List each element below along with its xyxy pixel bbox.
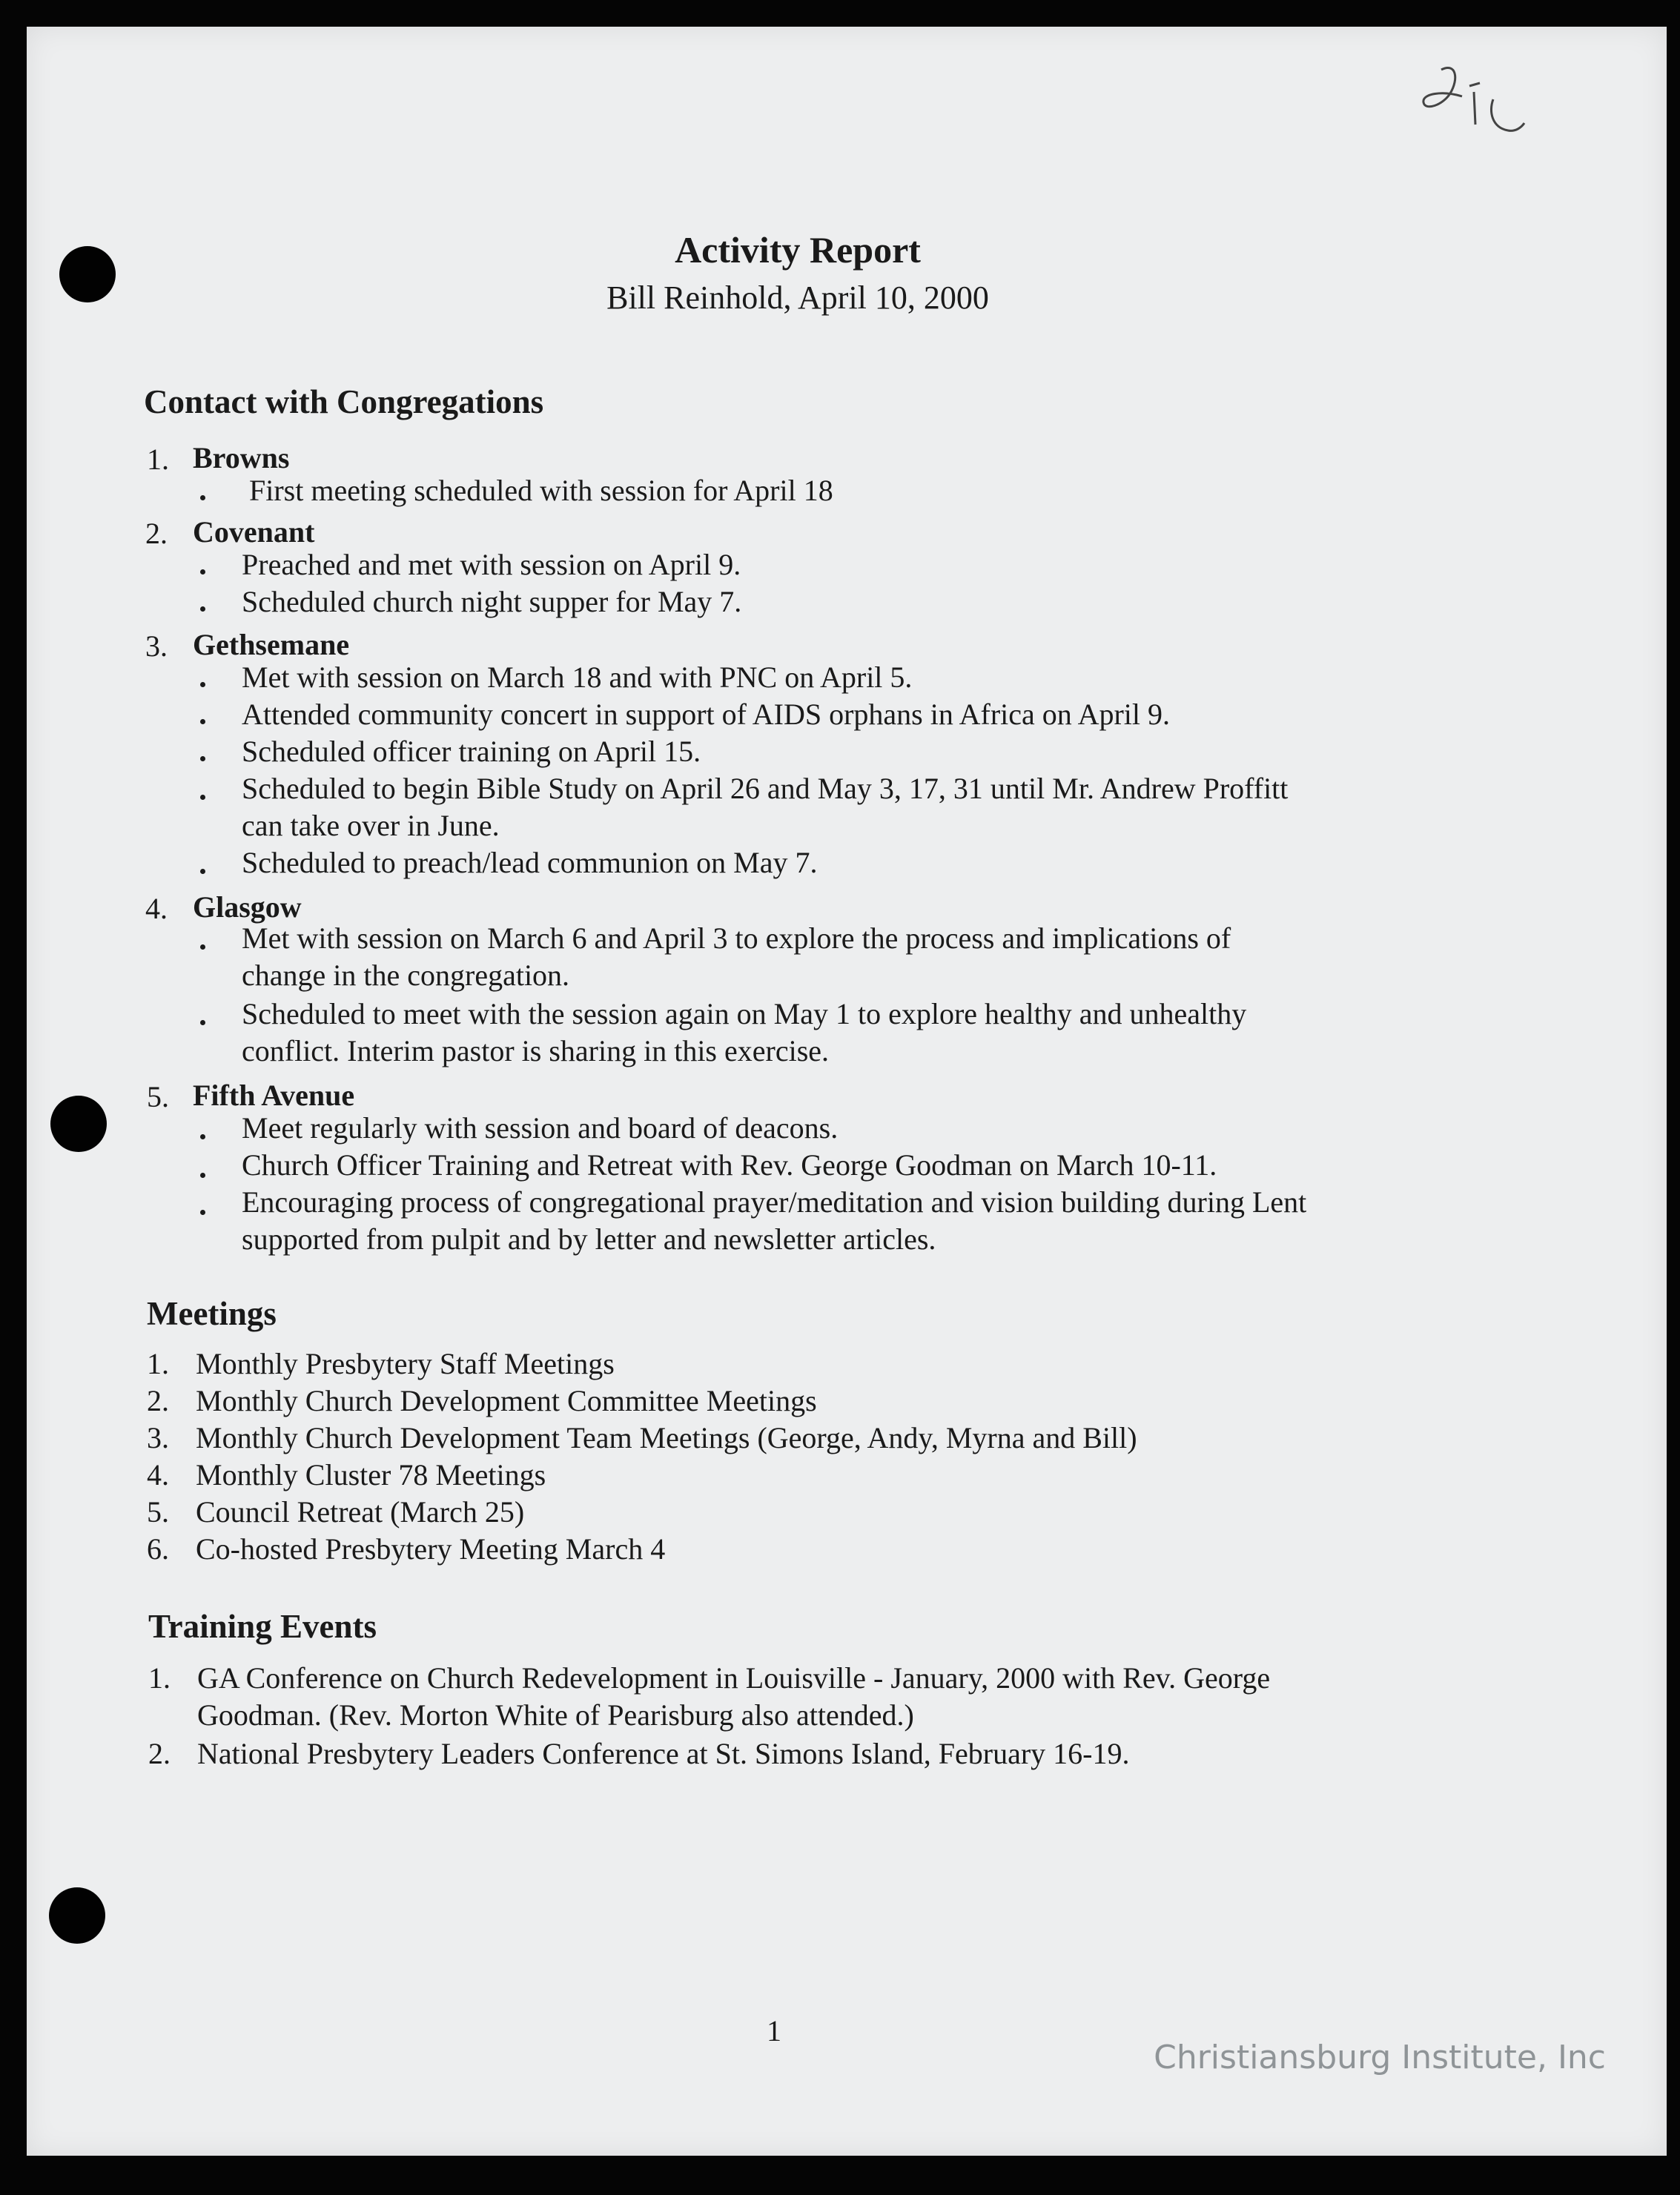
list-number: 1.	[148, 1661, 171, 1695]
page-number: 1	[767, 2014, 781, 2047]
list-item: Met with session on March 18 and with PNC on April 5.	[242, 661, 913, 694]
document-title: Activity Report	[675, 229, 921, 271]
list-item: Monthly Presbytery Staff Meetings	[196, 1347, 615, 1380]
bullet	[200, 495, 205, 500]
section-heading: Contact with Congregations	[144, 383, 544, 420]
congregation-name: Glasgow	[193, 890, 302, 924]
bullet	[200, 1173, 205, 1178]
list-item: Council Retreat (March 25)	[196, 1495, 525, 1529]
list-item: Attended community concert in support of AIDS orphans in Africa on April 9.	[242, 698, 1171, 731]
list-item-continued: can take over in June.	[242, 809, 500, 842]
list-item-continued: conflict. Interim pastor is sharing in this exercise.	[242, 1034, 830, 1067]
document-subtitle: Bill Reinhold, April 10, 2000	[606, 279, 989, 316]
section-heading: Training Events	[148, 1608, 377, 1645]
list-item: Monthly Church Development Team Meetings (George, Andy, Myrna and Bill)	[196, 1421, 1137, 1454]
list-item: Scheduled officer training on April 15.	[242, 735, 701, 768]
list-item: Scheduled to meet with the session again on May 1 to explore healthy and unhealthy	[242, 997, 1247, 1030]
list-item: Encouraging process of congregational prayer/meditation and vision building during Lent	[242, 1185, 1307, 1219]
list-number: 2.	[148, 1737, 171, 1770]
bullet	[200, 1210, 205, 1215]
list-number: 2.	[145, 517, 168, 550]
list-item: Church Officer Training and Retreat with Rev. George Goodman on March 10-11.	[242, 1148, 1217, 1182]
list-number: 3.	[147, 1421, 169, 1454]
bullet	[200, 1134, 205, 1139]
list-item: Scheduled to begin Bible Study on April 26 and May 3, 17, 31 until Mr. Andrew Proffitt	[242, 772, 1289, 805]
list-item: Scheduled church night supper for May 7.	[242, 585, 742, 618]
list-number: 4.	[145, 892, 168, 925]
list-number: 1.	[147, 1347, 169, 1380]
list-number: 5.	[147, 1495, 169, 1529]
bullet	[200, 682, 205, 687]
list-number: 5.	[147, 1080, 169, 1113]
bullet	[200, 606, 205, 612]
list-item: National Presbytery Leaders Conference at St. Simons Island, February 16-19.	[197, 1737, 1130, 1770]
list-item: Monthly Cluster 78 Meetings	[196, 1458, 546, 1492]
handwritten-note	[1421, 56, 1554, 153]
list-item: Meet regularly with session and board of deacons.	[242, 1111, 839, 1145]
list-item-continued: change in the congregation.	[242, 959, 570, 992]
list-item: First meeting scheduled with session for April 18	[249, 474, 833, 507]
list-number: 6.	[147, 1532, 169, 1566]
punch-hole	[50, 1096, 107, 1152]
list-number: 1.	[147, 443, 169, 476]
list-item: GA Conference on Church Redevelopment in Louisville - January, 2000 with Rev. George	[197, 1661, 1271, 1695]
list-number: 3.	[145, 629, 168, 663]
congregation-name: Gethsemane	[193, 628, 350, 661]
bullet	[200, 944, 205, 950]
list-item: Preached and met with session on April 9.	[242, 548, 741, 581]
punch-hole	[49, 1887, 105, 1944]
bullet	[200, 719, 205, 724]
list-item-continued: Goodman. (Rev. Morton White of Pearisburg also attended.)	[197, 1698, 914, 1732]
document-page	[27, 27, 1667, 2156]
congregation-name: Covenant	[193, 515, 315, 549]
congregation-name: Browns	[193, 441, 290, 474]
list-item: Monthly Church Development Committee Meetings	[196, 1384, 817, 1417]
list-item: Co-hosted Presbytery Meeting March 4	[196, 1532, 666, 1566]
list-number: 2.	[147, 1384, 169, 1417]
watermark: Christiansburg Institute, Inc	[1154, 2039, 1606, 2076]
bullet	[200, 1020, 205, 1025]
bullet	[200, 756, 205, 761]
bullet	[200, 795, 205, 800]
bullet	[200, 869, 205, 874]
list-number: 4.	[147, 1458, 169, 1492]
congregation-name: Fifth Avenue	[193, 1079, 355, 1112]
list-item: Met with session on March 6 and April 3 to explore the process and implications of	[242, 921, 1231, 955]
list-item: Scheduled to preach/lead communion on May 7.	[242, 846, 818, 879]
bullet	[200, 569, 205, 575]
list-item-continued: supported from pulpit and by letter and newsletter articles.	[242, 1222, 936, 1256]
section-heading: Meetings	[147, 1295, 277, 1332]
